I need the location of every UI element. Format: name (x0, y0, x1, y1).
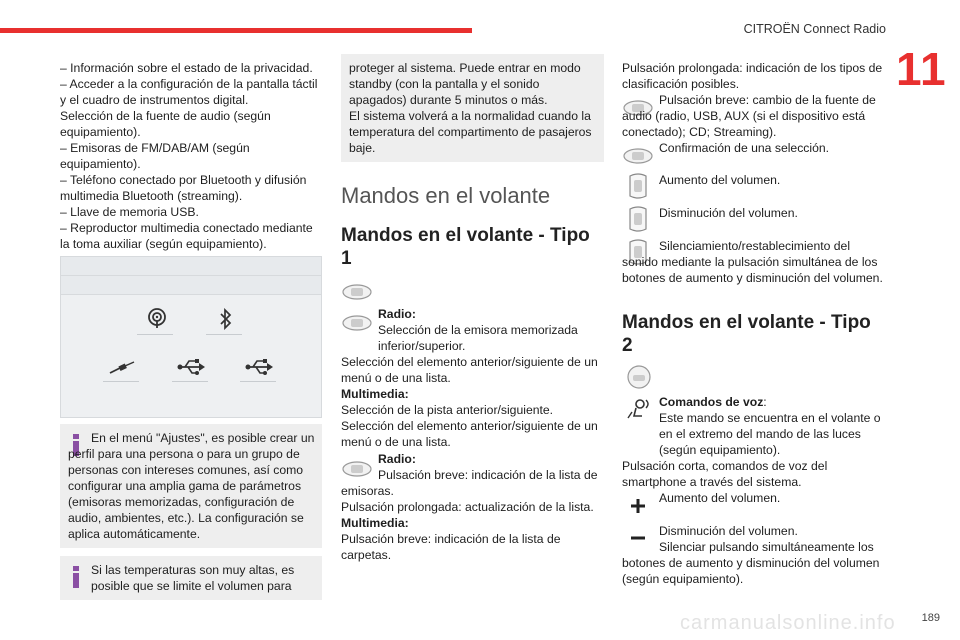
paragraph: Pulsación breve: indicación de la lista de emisoras. (341, 468, 598, 498)
paragraph: Silenciar pulsando simultáneamente los botones de aumento y disminución del volumen (según equipamiento). (622, 540, 880, 586)
icon-underline (206, 334, 242, 335)
source-selection-screen (60, 256, 322, 418)
voice-label-text: Comandos de voz (659, 395, 764, 409)
subsection-heading: Mandos en el volante - Tipo 2 (622, 312, 871, 356)
voice-command-icon (624, 396, 652, 420)
steering-control-icon (622, 146, 654, 166)
bluetooth-icon (219, 308, 233, 330)
steering-control-icon (341, 282, 373, 302)
paragraph: – Teléfono conectado por Bluetooth y difusión multimedia Bluetooth (streaming). (60, 173, 307, 203)
info-note-text: proteger al sistema. Puede entrar en modo standby (con la pantalla y el sonido apagados) durante 5 minutos o más. El sistema volverá a la normalidad cuando la temperatura del compartimento de pasajeros baje. (349, 61, 592, 155)
paragraph: Pulsación corta, comandos de voz del smartphone a través del sistema. (622, 459, 828, 489)
volume-up-control-icon (624, 172, 652, 202)
paragraph: Disminución del volumen. (659, 206, 798, 220)
paragraph: Selección de la pista anterior/siguiente. (341, 403, 554, 417)
paragraph: Disminución del volumen. (659, 524, 798, 538)
info-icon (72, 566, 80, 588)
info-note-box (60, 556, 322, 600)
label-radio: Radio: (378, 452, 416, 466)
chapter-number: 11 (896, 43, 947, 95)
paragraph: Pulsación breve: cambio de la fuente de audio (radio, USB, AUX (si el dispositivo está conectado); CD; Streaming). (622, 93, 876, 139)
label-voice (659, 394, 767, 410)
paragraph: Selección del elemento anterior/siguiente de un menú o de una lista. (341, 419, 598, 449)
icon-underline (240, 381, 276, 382)
paragraph: – Emisoras de FM/DAB/AM (según equipamiento). (60, 141, 250, 171)
steering-wheel-icon (622, 364, 656, 390)
paragraph: – Acceder a la configuración de la pantalla táctil y el cuadro de instrumentos digital. (60, 77, 318, 107)
paragraph: Pulsación breve: indicación de la lista de carpetas. (341, 532, 561, 562)
paragraph: – Llave de memoria USB. (60, 205, 199, 219)
section-heading: Mandos en el volante (341, 183, 551, 208)
paragraph: Confirmación de una selección. (659, 141, 830, 155)
paragraph: Aumento del volumen. (659, 491, 781, 505)
watermark: carmanualsonline.info (680, 612, 896, 634)
paragraph: Silenciamiento/restablecimiento del sonido mediante la pulsación simultánea de los botones de aumento y disminución del volumen. (622, 239, 883, 285)
paragraph: Selección del elemento anterior/siguiente de un menú o de una lista. (341, 355, 598, 385)
paragraph: Pulsación prolongada: actualización de la lista. (341, 500, 594, 514)
paragraph: – Información sobre el estado de la privacidad. (60, 61, 313, 75)
voice-label-colon: : (763, 395, 767, 409)
radio-icon (146, 307, 168, 329)
paragraph: Aumento del volumen. (659, 173, 781, 187)
info-note-box (60, 424, 322, 548)
subsection-heading: Mandos en el volante - Tipo 1 (341, 225, 590, 269)
paragraph: Este mando se encuentra en el volante o en el extremo del mando de las luces (según equipamiento). (659, 411, 881, 457)
label-multimedia: Multimedia: (341, 516, 409, 530)
usb-icon (244, 358, 274, 376)
screen-subheader-row (61, 276, 321, 295)
icon-underline (172, 381, 208, 382)
icon-underline (103, 381, 139, 382)
volume-down-control-icon (624, 205, 652, 235)
label-multimedia: Multimedia: (341, 387, 409, 401)
aux-icon (108, 360, 136, 376)
header-title: CITROËN Connect Radio (743, 22, 886, 36)
paragraph: Selección de la emisora memorizada inferior/superior. (378, 323, 578, 353)
label-radio: Radio: (378, 307, 416, 321)
paragraph: Selección de la fuente de audio (según equipamiento). (60, 109, 271, 139)
paragraph: Pulsación prolongada: indicación de los tipos de clasificación posibles. (622, 61, 883, 91)
column-1-text (60, 60, 322, 252)
usb-icon (176, 358, 206, 376)
header-red-bar (0, 28, 472, 33)
page-number: 189 (921, 612, 940, 624)
plus-icon (630, 498, 646, 514)
info-note-text: En el menú "Ajustes", es posible crear un perfil para una persona o para un grupo de personas con intereses comunes, así como configurar una amplia gama de parámetros (emisoras memorizadas, configuración de audio, ambientes, etc.). La configuración se aplica automáticamente. (68, 431, 315, 541)
steering-control-icon (341, 313, 373, 333)
info-note-text: Si las temperaturas son muy altas, es posible que se limite el volumen para (91, 563, 295, 593)
info-note-continuation (341, 54, 604, 162)
screen-header-row (61, 257, 321, 276)
paragraph: – Reproductor multimedia conectado mediante la toma auxiliar (según equipamiento). (60, 221, 313, 251)
icon-underline (137, 334, 173, 335)
